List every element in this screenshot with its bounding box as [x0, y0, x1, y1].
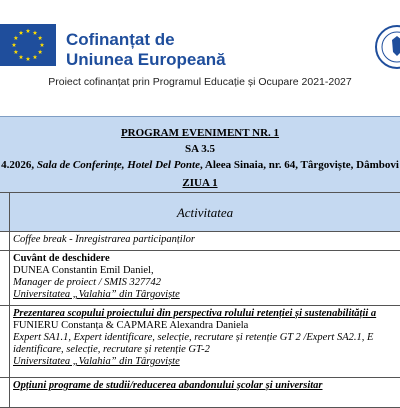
time-column-cell [0, 232, 10, 250]
table-row [0, 306, 400, 378]
table-row [0, 232, 400, 251]
opening-title: Cuvânt de deschidere [13, 253, 110, 264]
time-column-cell [0, 378, 10, 407]
presentation-org: Universitatea „Valahia” din Târgoviște [13, 356, 180, 367]
cofinantat-line2: Uniunea Europeană [66, 50, 226, 69]
cofinantat-logo-text [66, 30, 226, 70]
opening-speaker: DUNEA Constantin Emil Daniel, [13, 265, 154, 276]
program-title: PROGRAM EVENIMENT NR. 1 [120, 127, 280, 139]
options-title: Opțiuni programe de studii/reducerea abandonului școlar și universitar [13, 380, 323, 391]
header [0, 0, 400, 118]
opening-cell [13, 253, 400, 301]
time-column-cell [0, 193, 10, 231]
time-column-cell [0, 306, 10, 377]
government-seal-icon [374, 24, 400, 70]
presentation-role-1: Expert SA1.1, Expert identificare, selecție, recrutare și retenție GT 2 /Expert SA2.1, E [13, 332, 374, 343]
eu-flag-icon [0, 24, 56, 66]
program-date-venue: 4.2026, Sala de Conferințe, Hotel Del Ponte, Aleea Sinaia, nr. 64, Târgoviște, Dâmbovi [1, 159, 399, 171]
presentation-cell [13, 308, 400, 368]
presentation-role-2: identificare, selecție, recrutare și retenție GT-2 [13, 344, 210, 355]
program-code: SA 3.5 [185, 143, 215, 155]
coffee-break-text: Coffee break - Înregistrarea participanților [13, 234, 195, 245]
cofinantat-line1: Cofinanțat de [66, 30, 175, 49]
table-row [0, 378, 400, 408]
program-header-band [0, 116, 400, 193]
presentation-speakers: FUNIERU Constanța & CAPMARE Alexandra Daniela [13, 320, 249, 331]
opening-org: Universitatea „Valahia” din Târgoviște [13, 289, 180, 300]
table-row [0, 251, 400, 306]
program-day: ZIUA 1 [182, 177, 218, 189]
project-subtitle: Proiect cofinanțat prin Programul Educație și Ocupare 2021-2027 [48, 76, 352, 88]
table-header-row [0, 192, 400, 232]
time-column-cell [0, 251, 10, 305]
activity-column-header: Activitatea [176, 205, 234, 220]
presentation-title: Prezentarea scopului proiectului din perspectiva rolului retenției și sustenabilității a [13, 308, 377, 319]
schedule-table [0, 192, 400, 400]
opening-role: Manager de proiect / SMIS 327742 [13, 277, 162, 288]
